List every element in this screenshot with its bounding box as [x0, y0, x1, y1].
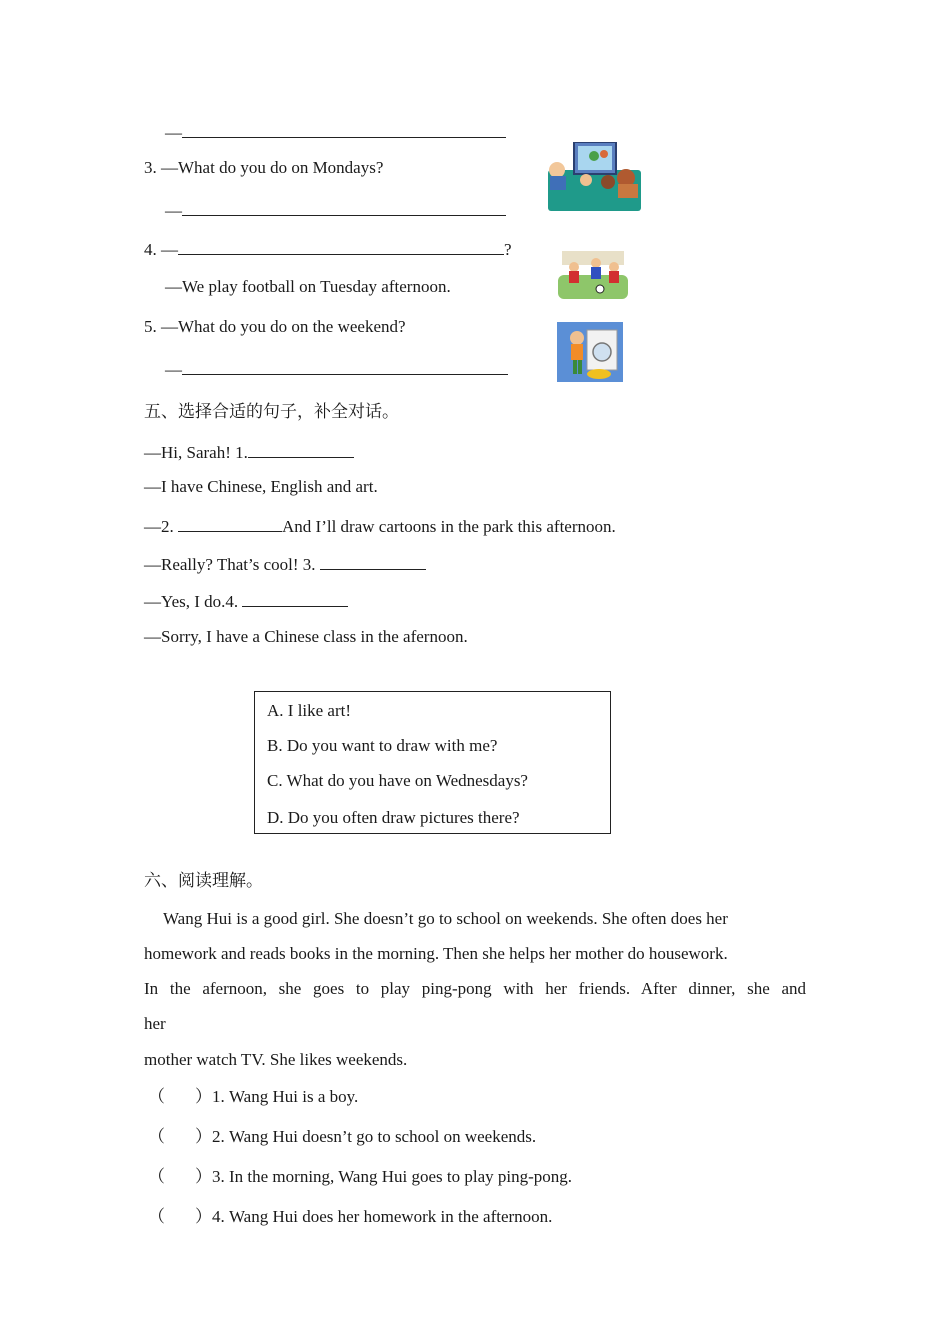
paren-close: ） [195, 1127, 212, 1146]
passage-line-2: homework and reads books in the morning. Then she helps her mother do housework. [144, 944, 728, 963]
dialogue-line-2: —I have Chinese, English and art. [144, 477, 378, 496]
paren-open: （ [148, 1087, 165, 1106]
dialogue-blank-3[interactable] [320, 552, 426, 570]
item5-answer-line [165, 357, 508, 380]
question-text: 3. In the morning, Wang Hui goes to play ping-pong. [212, 1167, 572, 1186]
football-picture [558, 245, 628, 299]
option-d: D. Do you often draw pictures there? [267, 808, 520, 827]
dash: — [165, 201, 182, 220]
passage-line-5: mother watch TV. She likes weekends. [144, 1050, 408, 1069]
paren-open: （ [148, 1207, 165, 1226]
tf-question-3 [148, 1167, 572, 1187]
paren-close: ） [195, 1167, 212, 1186]
item3-answer-line [165, 198, 506, 221]
dialogue-line-1 [144, 440, 354, 463]
question-blank[interactable] [178, 237, 504, 255]
tf-question-4 [148, 1207, 552, 1227]
dialogue-text: And I’ll draw cartoons in the park this afternoon. [282, 517, 616, 536]
dialogue-line-5 [144, 589, 348, 612]
item2-answer-line [165, 120, 506, 143]
item3-question: 3. —What do you do on Mondays? [144, 158, 384, 177]
paren-open: （ [148, 1127, 165, 1146]
answer-blank[interactable] [182, 198, 506, 216]
question-text: 2. Wang Hui doesn’t go to school on weekends. [212, 1127, 537, 1146]
section6-title: 六、阅读理解。 [144, 871, 263, 890]
option-b: B. Do you want to draw with me? [267, 736, 498, 755]
question-mark: ? [504, 240, 512, 259]
question-text: 4. Wang Hui does her homework in the afternoon. [212, 1207, 553, 1226]
watching-tv-picture [548, 142, 642, 212]
dialogue-line-3 [144, 514, 616, 537]
options-box [254, 691, 611, 834]
dash: — [165, 360, 182, 379]
dialogue-text: —Really? That’s cool! 3. [144, 555, 320, 574]
item4-question-line [144, 237, 512, 260]
section5-title: 五、选择合适的句子，补全对话。 [144, 402, 399, 421]
item5-question: 5. —What do you do on the weekend? [144, 317, 406, 336]
answer-blank[interactable] [182, 357, 508, 375]
question-text: 1. Wang Hui is a boy. [212, 1087, 359, 1106]
dialogue-line-6: —Sorry, I have a Chinese class in the afernoon. [144, 627, 468, 646]
option-c: C. What do you have on Wednesdays? [267, 771, 528, 790]
passage-line-4: her [144, 1014, 166, 1033]
tf-question-2 [148, 1127, 536, 1147]
item4-prefix: 4. — [144, 240, 178, 259]
tf-question-1 [148, 1087, 358, 1107]
option-a: A. I like art! [267, 701, 352, 720]
paren-close: ） [195, 1207, 212, 1226]
answer-blank[interactable] [182, 120, 506, 138]
dialogue-text: —2. [144, 517, 178, 536]
passage-line-3: In the afernoon, she goes to play ping-pong with her friends. After dinner, she and [144, 979, 806, 998]
paren-open: （ [148, 1167, 165, 1186]
paren-close: ） [195, 1087, 212, 1106]
laundry-picture [557, 322, 623, 382]
dialogue-blank-1[interactable] [248, 440, 354, 458]
dialogue-blank-2[interactable] [178, 514, 282, 532]
dialogue-line-4 [144, 552, 426, 575]
dialogue-text: —Yes, I do.4. [144, 592, 243, 611]
dialogue-blank-4[interactable] [242, 589, 348, 607]
passage-line-1: Wang Hui is a good girl. She doesn’t go to school on weekends. She often does her [163, 909, 728, 928]
dash: — [165, 123, 182, 142]
item4-answer: —We play football on Tuesday afternoon. [165, 277, 451, 296]
dialogue-text: —Hi, Sarah! 1. [144, 443, 248, 462]
